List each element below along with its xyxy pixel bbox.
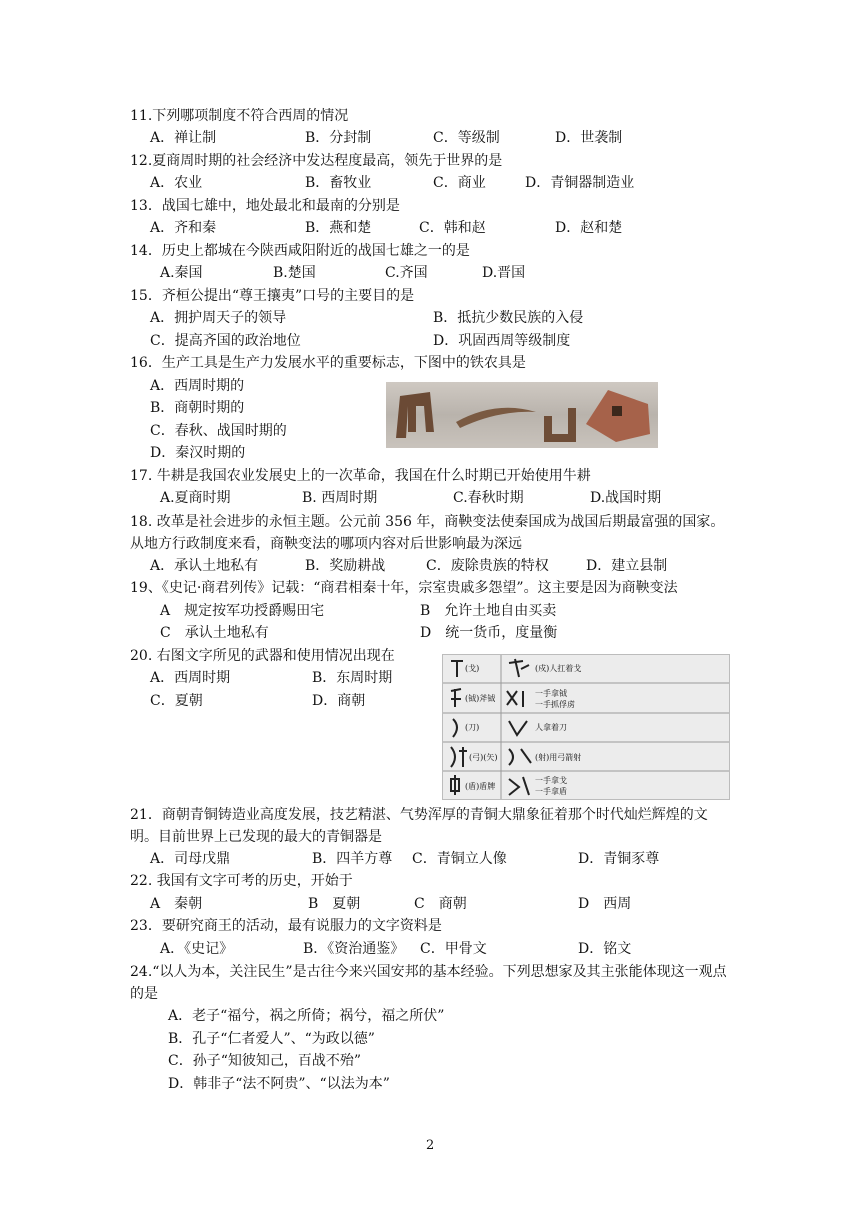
q22-option-c: C 商朝 xyxy=(414,896,467,912)
q11-option-b: B．分封制 xyxy=(305,130,372,146)
q12-stem: 12.夏商周时期的社会经济中发达程度最高，领先于世界的是 xyxy=(130,153,503,169)
q22-option-b: B 夏朝 xyxy=(308,896,361,912)
glyph-row4-c1: (弓)(矢) xyxy=(469,753,498,762)
q20-stem: 20. 右图文字所见的武器和使用情况出现在 xyxy=(130,648,395,664)
q21-stem: 21．商朝青铜铸造业高度发展，技艺精湛、气势浑厚的青铜大鼎象征着那个时代灿烂辉煌的文明。目前世界上已发现的最大的青铜器是 xyxy=(130,807,708,845)
q23-stem: 23．要研究商王的活动，最有说服力的文字资料是 xyxy=(130,918,442,934)
q19-option-c: C 承认土地私有 xyxy=(160,625,269,641)
iron-tools-photo xyxy=(386,382,658,448)
oracle-glyph-table xyxy=(442,654,730,800)
q14-option-c: C.齐国 xyxy=(385,265,428,281)
q12-option-b: B．畜牧业 xyxy=(305,175,372,191)
q11-stem: 11.下列哪项制度不符合西周的情况 xyxy=(130,108,349,124)
q20-option-a: A．西周时期 xyxy=(150,670,231,686)
q16-option-b: B．商朝时期的 xyxy=(150,400,245,416)
q16-stem: 16．生产工具是生产力发展水平的重要标志，下图中的铁农具是 xyxy=(130,355,526,371)
q11-option-d: D．世袭制 xyxy=(555,130,623,146)
q18-option-c: C．废除贵族的特权 xyxy=(426,558,549,574)
q14-option-d: D.晋国 xyxy=(482,265,526,281)
glyph-row2-c1: (钺)斧钺 xyxy=(465,694,496,703)
q15-option-c: C．提高齐国的政治地位 xyxy=(150,333,301,349)
glyph-row2-c2b: 一手抓俘虏 xyxy=(535,700,575,709)
q17-option-a: A.夏商时期 xyxy=(160,490,231,506)
q13-option-a: A．齐和秦 xyxy=(150,220,217,236)
q21-option-a: A．司母戊鼎 xyxy=(150,851,231,867)
q17-stem: 17. 牛耕是我国农业发展史上的一次革命，我国在什么时期已开始使用牛耕 xyxy=(130,468,591,484)
q24-option-d: D．韩非子“法不阿贵”、“以法为本” xyxy=(168,1076,390,1092)
glyph-row1-c2: (戍)人扛着戈 xyxy=(535,664,582,673)
q24-option-a: A．老子“福兮，祸之所倚；祸兮，福之所伏” xyxy=(168,1008,445,1024)
q20-option-d: D．商朝 xyxy=(312,693,366,709)
q21-option-b: B．四羊方尊 xyxy=(312,851,393,867)
page-number: 2 xyxy=(426,1138,435,1153)
q15-option-b: B．抵抗少数民族的入侵 xyxy=(433,310,584,326)
q15-stem: 15．齐桓公提出“尊王攘夷”口号的主要目的是 xyxy=(130,288,415,304)
glyph-row2-c2a: 一手拿钺 xyxy=(535,689,567,698)
q19-stem: 19、《史记·商君列传》记载：“商君相秦十年，宗室贵戚多怨望”。这主要是因为商鞅变法 xyxy=(130,580,678,596)
q15-option-d: D．巩固西周等级制度 xyxy=(433,333,571,349)
q13-option-b: B．燕和楚 xyxy=(305,220,372,236)
q21-option-d: D．青铜豕尊 xyxy=(578,851,660,867)
q22-option-a: A 秦朝 xyxy=(150,896,203,912)
q20-option-c: C．夏朝 xyxy=(150,693,203,709)
glyph-row5-c1: (盾)盾牌 xyxy=(465,782,496,791)
q16-option-d: D．秦汉时期的 xyxy=(150,445,246,461)
q14-stem: 14．历史上都城在今陕西咸阳附近的战国七雄之一的是 xyxy=(130,243,470,259)
q17-option-b: B. 西周时期 xyxy=(302,490,378,506)
q22-option-d: D 西周 xyxy=(578,896,632,912)
q12-option-c: C．商业 xyxy=(433,175,486,191)
q18-option-d: D．建立县制 xyxy=(586,558,668,574)
q19-option-a: A 规定按军功授爵赐田宅 xyxy=(160,603,325,619)
q19-option-d: D 统一货币，度量衡 xyxy=(420,625,558,641)
glyph-row5-c2b: 一手拿盾 xyxy=(535,787,567,796)
q13-option-c: C．韩和赵 xyxy=(419,220,486,236)
glyph-table-lines xyxy=(443,655,729,799)
glyph-row4-c2: (射)用弓箭射 xyxy=(535,753,582,762)
q18-option-b: B．奖励耕战 xyxy=(305,558,386,574)
iron-tools-icon xyxy=(386,382,658,448)
q21-option-c: C．青铜立人像 xyxy=(412,851,507,867)
q14-option-a: A.秦国 xyxy=(160,265,203,281)
q20-option-b: B．东周时期 xyxy=(312,670,393,686)
q17-option-c: C.春秋时期 xyxy=(453,490,524,506)
q23-option-a: A．《史记》 xyxy=(160,941,234,957)
q13-option-d: D．赵和楚 xyxy=(555,220,623,236)
q24-option-b: B．孔子“仁者爱人”、“为政以德” xyxy=(168,1031,375,1047)
q12-option-d: D．青铜器制造业 xyxy=(525,175,635,191)
q11-option-a: A．禅让制 xyxy=(150,130,217,146)
q11-option-c: C．等级制 xyxy=(433,130,500,146)
q23-option-d: D．铭文 xyxy=(578,941,632,957)
q18-option-a: A．承认土地私有 xyxy=(150,558,259,574)
q22-stem: 22. 我国有文字可考的历史，开始于 xyxy=(130,873,353,889)
q23-option-c: C．甲骨文 xyxy=(420,941,487,957)
q14-option-b: B.楚国 xyxy=(273,265,316,281)
q16-option-a: A．西周时期的 xyxy=(150,378,245,394)
q12-option-a: A．农业 xyxy=(150,175,203,191)
q15-option-a: A．拥护周天子的领导 xyxy=(150,310,287,326)
q13-stem: 13．战国七雄中，地处最北和最南的分别是 xyxy=(130,198,400,214)
q17-option-d: D.战国时期 xyxy=(590,490,662,506)
q23-option-b: B．《资治通鉴》 xyxy=(303,941,405,957)
glyph-row3-c2: 人拿着刀 xyxy=(535,723,567,732)
q24-stem: 24.“以人为本，关注民生”是古往今来兴国安邦的基本经验。下列思想家及其主张能体现这一观点的是 xyxy=(130,964,727,1002)
glyph-row3-c1: (刀) xyxy=(465,723,480,732)
q19-option-b: B 允许土地自由买卖 xyxy=(420,603,557,619)
q24-option-c: C．孙子“知彼知己，百战不殆” xyxy=(168,1053,362,1069)
q16-option-c: C．春秋、战国时期的 xyxy=(150,423,287,439)
glyph-row5-c2a: 一手拿戈 xyxy=(535,776,567,785)
q18-stem: 18. 改革是社会进步的永恒主题。公元前 356 年，商鞅变法使秦国成为战国后期最富强的国家。从地方行政制度来看，商鞅变法的哪项内容对后世影响最为深远 xyxy=(130,514,725,552)
glyph-row1-c1: (戈) xyxy=(465,664,480,673)
